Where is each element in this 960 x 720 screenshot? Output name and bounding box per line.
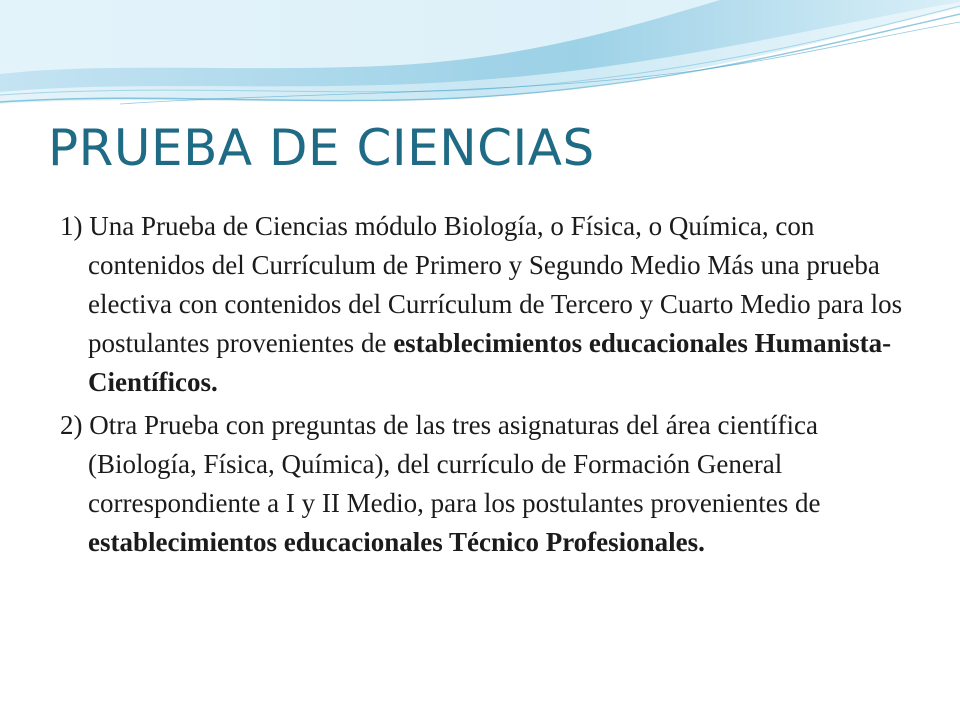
slide-title: PRUEBA DE CIENCIAS: [48, 119, 595, 177]
paragraph-2-text: 2) Otra Prueba con preguntas de las tres asignaturas del área científica (Biología, Física, Química), del currículo de Formación General correspondiente a I y II Medio, para los postulantes provenientes de: [60, 410, 821, 518]
paragraph-1-text: 1) Una Prueba de Ciencias módulo Biología, o Física, o Química, con contenidos del Currículum de Primero y Segundo Medio Más una prueba electiva con contenidos del Currículum de Tercero y Cuarto Medio para los postulantes provenientes de: [60, 211, 903, 358]
paragraph-1-bold: establecimientos educacionales Humanista-Científicos.: [88, 328, 892, 397]
paragraph-2-bold: establecimientos educacionales Técnico Profesionales.: [88, 527, 705, 557]
paragraph-2: [60, 406, 910, 562]
paragraph-1: [60, 207, 910, 402]
slide-body: [60, 207, 910, 566]
